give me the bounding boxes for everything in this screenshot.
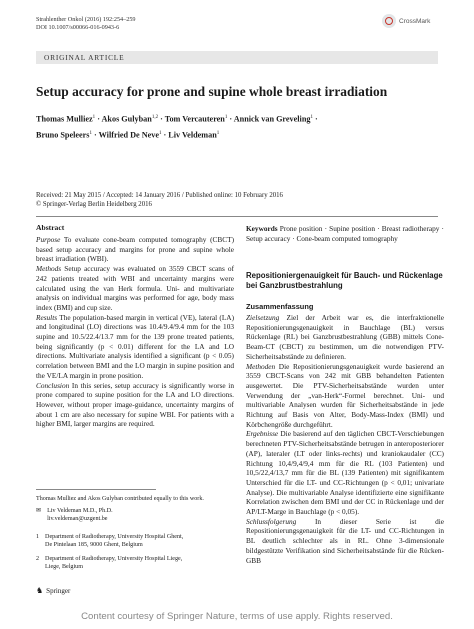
- schluss-label: Schlussfolgerung: [246, 516, 297, 526]
- german-subheading: Zusammenfassung: [246, 302, 314, 311]
- divider: [36, 216, 438, 217]
- conclusion-label: Conclusion: [36, 380, 70, 390]
- author-name[interactable]: Akos Gulyban: [101, 114, 152, 124]
- author-name[interactable]: Tom Vercauteren: [164, 114, 225, 124]
- crossmark-icon: [382, 14, 396, 28]
- affiliation-mark: 1: [158, 130, 162, 136]
- paper-title: Setup accuracy for prone and supine whole breast irradiation: [36, 84, 388, 99]
- author-name[interactable]: Bruno Speleers: [36, 130, 90, 140]
- author-list: Thomas Mulliez$^1$ · Akos Gulyban$^{1,2}$ · Tom Vercauteren$^1$ · Annick van Greveling$^1$ · Bruno Speleers$^1$ · Wilfried De Neve$^1$ · Liv Veldeman$^1$: [36, 114, 318, 140]
- methods-label: Methods: [36, 264, 62, 274]
- publisher-logo: [36, 586, 70, 595]
- keywords-block: [246, 224, 444, 243]
- author-name[interactable]: Liv Veldeman: [168, 130, 217, 140]
- affiliation-mark: 1: [92, 115, 96, 120]
- methoden-text: Die Repositionierungsgenauigkeit wurde basierend an 3559 CBCT-Scans von 242 mit GBB behandelten Patienten ausgewertet. Die PTV-Sicherheitsabstände wurden unter Verwendung der „van-Herk“-Formel berechnet. Uni- und multivariable Analysen wurden für Sicherheitsabstände in jede Richtung auf Basis von Alter, Body-Mass-Index (BMI) und Körbchengröße durchgeführt.: [246, 361, 444, 429]
- contribution-note: Thomas Mulliez and Akos Gulyban contributed equally to this work.: [36, 496, 204, 502]
- publication-dates: [36, 192, 416, 209]
- affiliation-mark: 1,2: [151, 115, 159, 120]
- article-type: ORIGINAL ARTICLE: [44, 53, 125, 62]
- doi-line[interactable]: DOI 10.1007/s00066-016-0943-6: [36, 24, 120, 31]
- keywords-label: Keywords: [246, 224, 278, 233]
- affiliation-2: [36, 555, 182, 571]
- affiliation-number: 2: [36, 556, 40, 562]
- results-label: Results: [36, 312, 58, 322]
- author-name[interactable]: Annick van Greveling: [233, 114, 311, 124]
- german-title: Repositioniergenauigkeit für Bauch- und Rückenlage bei Ganzbrustbestrahlung: [246, 271, 443, 291]
- springer-horse-icon: ♞: [36, 586, 44, 595]
- methods-text: Setup accuracy was evaluated on 3559 CBCT scans of 242 patients treated with WBI and uncertainty margins were calculated using the van Herk formula. Uni- and multivariate analysis on individual margins was performed for age, body mass index (BMI) and cup size.: [36, 264, 235, 312]
- abstract-body: [36, 235, 234, 429]
- keywords-text: Prone position · Supine position · Breast radiotherapy · Setup accuracy · Cone-beam computed tomography: [246, 224, 444, 243]
- affiliation-1: [36, 533, 183, 549]
- courtesy-notice: Content courtesy of Springer Nature, terms of use apply. Rights reserved.: [81, 611, 393, 622]
- conclusion-text: In this series, setup accuracy is significantly worse in prone compared to supine position for the LA and LO directions. However, without proper image-guidance, uncertainty margins of about 1 cm are also necessary for supine WBI. For patients with a higher BMI, larger margins are required.: [36, 380, 234, 429]
- abstract-heading: Abstract: [36, 223, 65, 232]
- affiliation-line: De Pintelaan 185, 9000 Ghent, Belgium: [45, 542, 143, 548]
- crossmark-label: CrossMark: [399, 17, 431, 25]
- history-line: Received: 21 May 2015 / Accepted: 14 January 2016 / Published online: 10 February 2016: [36, 192, 283, 199]
- results-text: The population-based margin in vertical (VE), lateral (LA) and longitudinal (LO) directions was 10.4/9.4/9.4 mm for the 103 supine and 10.5/22.4/13.7 mm for the 139 prone treated patients, being significantly (p < 0.01) different for the LA and LO directions. Multivariate analysis identified a significant (p < 0.05) correlation between BMI and the LO margin in supine position and the VE/LA margin in prone position.: [36, 312, 234, 380]
- journal-line: Strahlenther Onkol (2016) 192:254–259: [36, 16, 136, 23]
- affiliation-mark: 1: [216, 130, 220, 136]
- ergebnisse-label: Ergebnisse: [246, 429, 279, 439]
- purpose-text: To evaluate cone-beam computed tomography (CBCT) based setup accuracy and margins for prone and supine whole breast irradiation (WBI).: [36, 235, 234, 264]
- purpose-label: Purpose: [36, 235, 61, 244]
- corresponding-email[interactable]: liv.veldeman@uzgent.be: [47, 516, 108, 522]
- crossmark-badge[interactable]: [382, 14, 430, 28]
- schluss-text: In dieser Serie ist die Repositionierungsgenauigkeit für die LT- und CC-Richtungen in BL deutlich schlechter als in RL. Ohne 3-dimensionale bildgestützte Verifikation sind Sicherheitsabstände für die Rücken-GBB: [246, 516, 444, 565]
- affiliation-line: Department of Radiotherapy, University Hospital Ghent,: [45, 534, 184, 540]
- german-abstract-body: [246, 313, 444, 565]
- affiliation-mark: 1: [310, 115, 313, 120]
- methoden-label: Methoden: [246, 361, 276, 371]
- affiliation-mark: 1: [89, 130, 92, 136]
- affiliation-line: Liege, Belgium: [45, 564, 83, 570]
- author-name[interactable]: Wilfried De Neve: [98, 130, 159, 140]
- affiliation-mark: 1: [224, 115, 228, 120]
- ergebnisse-text: Die basierend auf den täglichen CBCT-Verschiebungen berechneten PTV-Sicherheitsabstände betrugen in anteroposteriorer (AP), lateraler (LT oder links-rechts) und kraniokaudaler (CC) Richtung 10,4/9,4/9,4 mm für die RL (103 Patienten) und 10,5/22,4/13,7 mm für die BL (139 Patienten) mit signifikantem Unterschied für die LT- und CC-Richtungen (p < 0,01; univariate Analyse). Die multivariable Analyse identifizierte eine signifikante Korrelation zwischen dem BMI und der CC in Rückenlage und der AP/LT-Marge in Bauchlage (p < 0,05).: [246, 429, 445, 517]
- journal-citation: [36, 16, 136, 32]
- affiliation-number: 1: [36, 534, 40, 540]
- copyright-line: © Springer-Verlag Berlin Heidelberg 2016: [36, 200, 152, 208]
- affiliation-line: Department of Radiotherapy, University Hospital Liege,: [45, 556, 183, 562]
- publisher-name: Springer: [46, 586, 71, 595]
- footnote-divider: [36, 489, 156, 490]
- corresponding-name: Liv Veldeman M.D., Ph.D.: [47, 508, 113, 514]
- corresponding-author: [36, 507, 113, 523]
- author-name[interactable]: Thomas Mulliez: [36, 114, 93, 124]
- ziel-text: Ziel der Arbeit war es, die interfraktionelle Repositionierungsgenauigkeit in Bauchlage (BL) versus Rückenlage (RL) bei Ganzbrustbestrahlung (GBB) mittels Cone-Beam-CT (CBCT) zu bestimmen, um die notwendigen PTV-Sicherheitsabstände zu definieren.: [246, 313, 444, 361]
- ziel-label: Zielsetzung: [246, 313, 280, 322]
- envelope-icon: ✉: [36, 508, 42, 514]
